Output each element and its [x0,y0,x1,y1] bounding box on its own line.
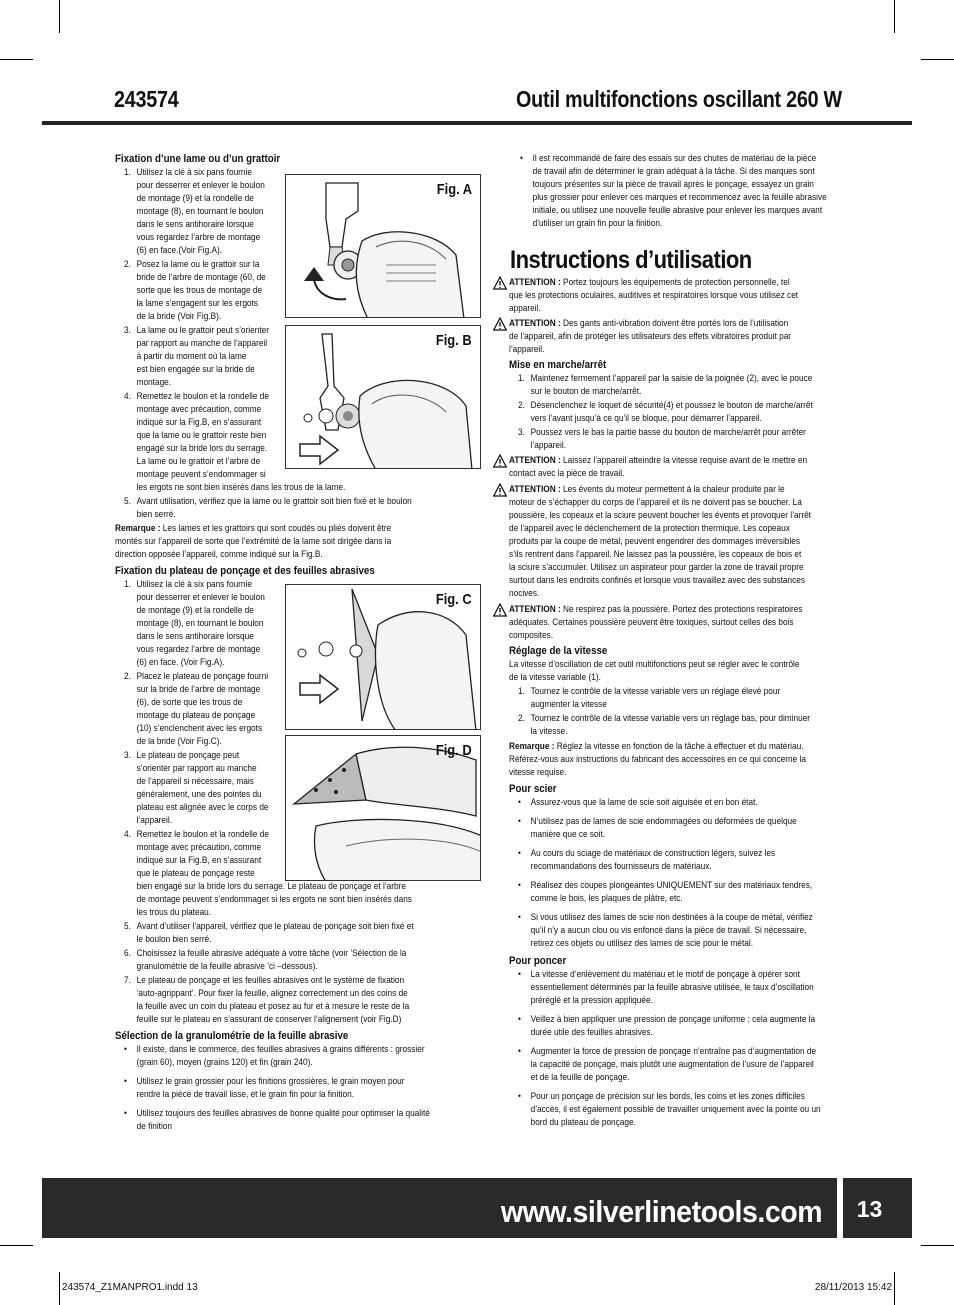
text-line: feuille sur le plateau en s’assurant de conserver l’alignement (voir Fig.D) [136,1014,402,1024]
text-line: direction opposée l’appareil, comme indiqué sur la Fig.B. [115,549,323,559]
paragraph [509,658,842,684]
text-line: d’utiliser un grain fin pour la finition. [532,218,663,228]
warning-triangle-icon [493,483,507,497]
text-line: les trous du plateau. [136,907,212,917]
warning-paragraph [491,483,842,600]
text-line: d’accès, il est également possible de travailler uniquement avec la pointe ou un [530,1104,821,1114]
text-line: Il existe, dans le commerce, des feuilles abrasives à grains différents : grossier [136,1044,425,1054]
text-line: Choisissez la feuille abrasive adéquate à votre tâche (voir ‘Sélection de la [136,948,407,958]
item-text [531,686,781,709]
text-line: sur la bride de l’arbre de montage [136,684,261,694]
text-line: vitesse requise. [509,767,567,777]
item-number: 4. [124,391,131,401]
section-heading: Pour poncer [509,955,567,967]
text-line: rendre la pièce de travail lisse, et le grain fin pour la finition. [136,1089,355,1099]
text-line: la capacité de ponçage, mais plutôt une augmentation de l’usure de l’appareil [530,1059,814,1069]
text-line: la vitesse. [530,726,568,736]
text-line: Réalisez des coupes plongeantes UNIQUEMENT sur des matériaux tendres, [530,880,813,890]
remark-label: Remarque : [115,523,161,533]
item-text [531,797,758,807]
figure-a [285,174,481,318]
list-item [509,815,842,841]
list-item [509,685,842,711]
item-number: 3. [124,325,131,335]
list-item [511,152,844,230]
item-text [531,427,806,450]
text-line: Assurez-vous que la lame de scie soit aiguisée et en bon état. [530,797,758,807]
text-line: que les protections oculaires, auditives et respiratoires lorsque vous utilisez cet [509,290,799,300]
footer-url[interactable]: www.silverlinetools.com [500,1194,822,1229]
text-line: sur le bouton de marche/arrêt. [530,386,642,396]
list-item [115,1043,448,1069]
text-line: montage. [136,377,172,387]
text-line: que la lame ou le grattoir reste bien [136,430,267,440]
text-line: Il est recommandé de faire des essais sur des chutes de matériau de la pièce [532,153,817,163]
text-line: Veillez à bien appliquer une pression de ponçage uniforme ; cela augmente la [530,1014,816,1024]
text-line: composites. [509,630,554,640]
item-number: 1. [124,579,131,589]
text-line: bord du plateau de ponçage. [530,1117,636,1127]
right-column [511,152,844,236]
text-line: durée utile des feuilles abrasives. [530,1027,653,1037]
crop-mark [894,0,895,33]
text-line: l’appareil. [136,815,172,825]
item-text [137,167,265,255]
text-line: indiqué sur la Fig.B, en s’assurant [136,855,262,865]
text-line: Les évents du moteur permettent à la chaleur produite par le [560,484,785,494]
text-line: surtout dans les endroits confinés et lorsque vous travaillez avec des substances [509,575,806,585]
text-line: Poussez vers le bas la partie basse du bouton de marche/arrêt pour arrêter [530,427,806,437]
text-line: la sciure s’accumuler. Utilisez un aspirateur pour garder la zone de travail propre [509,562,804,572]
text-line: Maintenez fermement l’appareil par la saisie de la poignée (2), avec le pouce [530,373,813,383]
text-line: pour desserrer et enlever le boulon [136,180,265,190]
text-line: préréglé et la pression appliquée. [530,995,653,1005]
section-heading: Pour scier [509,783,557,795]
warning-triangle-icon [493,317,507,331]
bullet-icon: • [518,1091,521,1101]
text-line: La lame ou le grattoir peut s’orienter [136,325,269,335]
text-line: Avant d’utiliser l’appareil, vérifiez que le plateau de ponçage soit bien fixé et [136,921,414,931]
text-line: sorte que les trous de montage de [136,285,263,295]
text-line: engagé sur la bride lors du serrage. [136,443,268,453]
figure-b [285,325,481,469]
item-text [137,975,410,1024]
text-line: Réglez la vitesse en fonction de la tâche à effectuer et du matériau. [554,741,804,751]
bullet-icon: • [518,912,521,922]
list-item [115,974,448,1026]
section-main-heading: Instructions d’utilisation [510,246,752,274]
list-item [509,1013,842,1039]
list-item [509,847,842,873]
text-line: retirez ces objets ou utilisez des lames de scie pour le métal. [530,938,754,948]
section-heading: Sélection de la granulométrie de la feuille abrasive [115,1030,349,1042]
text-line: plus grossier pour enlever ces marques et recommencez avec la feuille abrasive [532,192,827,202]
bullet-icon: • [518,1046,521,1056]
bullet-list [509,796,842,950]
text-line: de travail afin de déterminer le grain adéquat à la tâche. Si des marques sont [532,166,815,176]
item-text [137,259,266,321]
text-line: pour desserrer et enlever le boulon [136,592,265,602]
list-item [509,911,842,950]
text-line: (6), de sorte que les trous de [136,697,243,707]
figure-label: Fig. A [436,181,472,198]
list-item [509,426,842,452]
remark-label: Remarque : [509,741,555,751]
text-line: granulométrie de la feuille abrasive ’ci –dessous). [136,961,318,971]
warning-label: ATTENTION : [509,484,561,494]
list-item [115,1075,448,1101]
text-line: montage avec précaution, comme [136,842,262,852]
figure-c [285,584,481,730]
item-text [137,948,407,971]
warning-triangle-icon [493,603,507,617]
text-line: plateau est alignée avec le corps de [136,802,269,812]
bullet-icon: • [124,1076,127,1086]
crop-mark [921,1245,954,1246]
figure-label: Fig. B [436,332,472,349]
text-line: de la bride (Voir Fig.B). [136,311,222,321]
text-line: La lame ou le grattoir et l’arbre de [136,456,261,466]
section-heading: Fixation d’une lame ou d’un grattoir [115,153,281,165]
item-text [533,153,827,228]
text-line: de la vitesse variable (1). [509,672,601,682]
product-number: 243574 [114,86,179,112]
figure-label: Fig. D [436,742,472,759]
text-line: le boulon bien serré. [136,934,212,944]
list-item [115,1107,448,1133]
text-line: Placez le plateau de ponçage fourni [136,671,269,681]
text-line: par rapport au manche de l’appareil [136,338,268,348]
item-number: 2. [518,400,525,410]
item-text [137,325,269,387]
bullet-icon: • [518,969,521,979]
text-line: Le plateau de ponçage peut [136,750,240,760]
text-line: Posez la lame ou le grattoir sur la [136,259,260,269]
item-text [137,579,265,667]
bullet-list [509,968,842,1129]
text-line: Les lames et les grattoirs qui sont coudés ou pliés doivent être [160,523,392,533]
text-line: augmenter la vitesse [530,699,607,709]
warning-triangle-icon [493,276,507,290]
item-text [531,816,797,839]
text-line: qu’il n’y a aucun clou ou vis enfoncé dans la pièce de travail. Si nécessaire, [530,925,807,935]
text-line: vous regardez l’arbre de montage [136,232,261,242]
text-line: Tournez le contrôle de la vitesse variable vers un réglage élevé pour [530,686,781,696]
text-line: Au cours du sciage de matériaux de construction légers, suivez les [530,848,776,858]
warning-text [509,484,811,598]
text-line: Remettez le boulon et la rondelle de [136,391,269,401]
text-line: poussière, les copeaux et la sciure peuvent boucher les évents et provoquer l’arrêt [509,510,811,520]
text-line: initiale, ou utilisez une nouvelle feuille abrasive pour enlever les marques avant [532,205,823,215]
item-text [137,496,412,519]
text-line: montage du plateau de ponçage [136,710,256,720]
item-text [137,1108,430,1131]
slug-filename: 243574_Z1MANPRO1.indd 13 [62,1282,198,1293]
section-heading: Mise en marche/arrêt [509,359,607,371]
text-line: de l’appareil si nécessaire, mais [136,776,254,786]
list-item [509,1090,842,1129]
remark-paragraph [115,522,448,561]
item-text [531,880,813,903]
right-column-body [491,276,842,1135]
list-item [509,372,842,398]
list-item [115,947,448,973]
text-line: indiqué sur la Fig.B, en s’assurant [136,417,262,427]
text-line: moteur de s’échapper du corps de l’appareil et ils ne doivent pas se boucher. La [509,497,802,507]
list-item [509,968,842,1007]
item-text [137,671,268,746]
slug-date: 28/11/2013 15:42 [814,1282,892,1293]
text-line: vers l’avant jusqu’à ce qu’il se bloque, pour démarrer l’appareil. [530,413,762,423]
text-line: Avant utilisation, vérifiez que la lame ou le grattoir soit bien fixé et le boulon [136,496,412,506]
text-line: l’appareil. [530,440,566,450]
text-line: vous regardez l’arbre de montage [136,644,261,654]
item-text [531,1046,816,1082]
item-text [531,373,813,396]
bullet-icon: • [520,153,523,163]
bullet-list [115,1043,448,1133]
text-line: contact avec la pièce de travail. [509,468,625,478]
text-line: dans le sens antihoraire lorsque [136,219,254,229]
text-line: Référez-vous aux instructions du fabricant des accessoires en ce qui concerne la [509,754,806,764]
text-line: l’appareil. [509,344,545,354]
text-line: (6) en face.(Voir Fig.A). [136,245,223,255]
item-number: 2. [124,259,131,269]
text-line: Ne respirez pas la poussière. Portez des protections respiratoires [560,604,803,614]
text-line: Le plateau de ponçage et les feuilles abrasives ont le système de fixation [136,975,405,985]
text-line: recommandations des fournisseurs de matériaux. [530,861,712,871]
bullet-icon: • [518,797,521,807]
item-text [531,912,813,948]
text-line: Portez toujours les équipements de protection personnelle, tel [560,277,790,287]
text-line: dans le sens antihoraire lorsque [136,631,254,641]
warning-paragraph [491,317,842,356]
list-item [509,399,842,425]
item-text [531,848,776,871]
remark-paragraph [509,740,842,779]
text-line: montage peuvent s’endommager si [136,469,266,479]
text-line: toujours présentes sur la pièce de travail après le ponçage, essayez un grain [532,179,814,189]
text-line: (10) s’enclenchent avec les ergots [136,723,263,733]
item-number: 5. [124,496,131,506]
list-item [509,1045,842,1084]
text-line: ‘auto-agrippant’. Pour fixer la feuille, alignez correctement un des coins de [136,988,408,998]
figure-label: Fig. C [436,591,472,608]
text-line: et de la feuille de ponçage. [530,1072,630,1082]
warning-label: ATTENTION : [509,277,561,287]
text-line: la feuille avec un coin du plateau et posez au fur et à mesure le reste de la [136,1001,410,1011]
crop-mark [59,1272,60,1305]
text-line: montage avec précaution, comme [136,404,262,414]
text-line: Désenclenchez le loquet de sécurité(4) et poussez le bouton de marche/arrêt [530,400,813,410]
text-line: généralement, une des pointes du [136,789,262,799]
section-heading: Fixation du plateau de ponçage et des feuilles abrasives [115,565,375,577]
crop-mark [921,59,954,60]
text-line: Utilisez la clé à six pans fournie [136,579,252,589]
list-item [509,879,842,905]
page-number: 13 [856,1196,883,1222]
text-line: de l’appareil avec le déclenchement de la protection thermique. Les copeaux [509,523,790,533]
crop-mark [894,1272,895,1305]
warning-paragraph [491,276,842,315]
warning-paragraph [491,603,842,642]
crop-mark [0,1245,33,1246]
item-number: 3. [124,750,131,760]
page-title: Outil multifonctions oscillant 260 W [516,86,842,112]
text-line: (grain 60), moyen (grains 120) et fin (grain 240). [136,1057,313,1067]
item-number: 7. [124,975,131,985]
warning-label: ATTENTION : [509,604,561,614]
text-line: de montage (9) et la rondelle de [136,605,254,615]
section-heading: Réglage de la vitesse [509,645,608,657]
item-text [137,1044,425,1067]
text-line: Utilisez toujours des feuilles abrasives de bonne qualité pour optimiser la qualité [136,1108,430,1118]
item-number: 1. [518,686,525,696]
figure-d [285,735,481,881]
text-line: de la bride (Voir Fig.C). [136,736,222,746]
text-line: les ergots ne sont bien insérés dans les trous de la lame. [136,482,346,492]
item-number: 1. [124,167,131,177]
text-line: de montage (9) et la rondelle de [136,193,254,203]
list-item [509,796,842,809]
warning-triangle-icon [493,454,507,468]
item-text [531,400,813,423]
item-text [137,1076,405,1099]
warning-label: ATTENTION : [509,455,561,465]
item-text [531,969,814,1005]
list-item [115,920,448,946]
item-number: 3. [518,427,525,437]
item-number: 6. [124,948,131,958]
crop-mark [59,0,60,33]
text-line: s’orienter par rapport au manche [136,763,257,773]
crop-mark [0,59,33,60]
list-item [115,495,448,521]
bullet-icon: • [518,880,521,890]
text-line: bride de l’arbre de montage (60, de [136,272,266,282]
warning-label: ATTENTION : [509,318,561,328]
text-line: bien serré. [136,509,176,519]
text-line: Augmenter la force de pression de ponçage n’entraîne pas d’augmentation de [530,1046,817,1056]
text-line: La vitesse d’enlèvement du matériau et le motif de ponçage à opérer sont [530,969,800,979]
text-line: montage (8), en tournant le boulon [136,618,264,628]
text-line: montés sur l’appareil de sorte que l’extrémité de la lame soit dirigée dans la [115,536,392,546]
remark-text [509,741,806,777]
text-line: bien engagé sur la bride lors du serrage. Le plateau de ponçage et l’arbre [136,881,406,891]
item-text [531,1091,821,1127]
text-line: Pour un ponçage de précision sur les bords, les coins et les zones difficiles [530,1091,805,1101]
bullet-icon: • [518,848,521,858]
text-line: nocives. [509,588,540,598]
text-line: à partir du moment où la lame [136,351,247,361]
item-number: 2. [518,713,525,723]
item-number: 1. [518,373,525,383]
item-number: 4. [124,829,131,839]
numbered-list [509,685,842,738]
bullet-icon: • [124,1044,127,1054]
text-line: comme le bois, les plaques de plâtre, etc. [530,893,683,903]
text-line: appareil. [509,303,541,313]
text-line: de montage peuvent s’endommager si les ergots ne sont bien insérés dans [136,894,412,904]
text-line: Si vous utilisez des lames de scie non destinées à la coupe de métal, vérifiez [530,912,813,922]
text-line: Des gants anti-vibration doivent être portés lors de l’utilisation [560,318,789,328]
text-line: est bien engagée sur la bride de [136,364,255,374]
text-line: de l’appareil, afin de protéger les utilisateurs des effets vibratoires produit par [509,331,792,341]
bullet-list [511,152,844,230]
text-line: Remettez le boulon et la rondelle de [136,829,269,839]
bullet-icon: • [124,1108,127,1118]
text-line: produits par la coupe de métal, peuvent engendrer des dommages irréversibles [509,536,800,546]
text-line: essentiellement déterminés par la feuille abrasive utilisée, le taux d’oscillation [530,982,814,992]
text-line: s’ils rentrent dans l’appareil. Ne laissez pas la poussière, les copeaux de bois et [509,549,802,559]
text-line: (6) en face. (Voir Fig.A). [136,657,225,667]
item-number: 2. [124,671,131,681]
text-line: Laissez l’appareil atteindre la vitesse requise avant de le mettre en [560,455,808,465]
text-line: que le plateau de ponçage reste [136,868,255,878]
list-item [509,712,842,738]
text-line: Utilisez le grain grossier pour les finitions grossières, le grain moyen pour [136,1076,405,1086]
text-line: La vitesse d’oscillation de cet outil multifonctions peut se régler avec le contrôle [509,659,800,669]
text-line: adéquates. Certaines poussière peuvent être toxiques, surtout celles des bois [509,617,794,627]
item-text [531,1014,816,1037]
bullet-icon: • [518,1014,521,1024]
item-number: 5. [124,921,131,931]
text-line: manière que ce soit. [530,829,606,839]
item-text [137,750,269,825]
text-line: Utilisez la clé à six pans fournie [136,167,252,177]
item-text [531,713,810,736]
header-rule [42,121,912,125]
text-line: montage (8), en tournant le boulon [136,206,264,216]
warning-paragraph [491,454,842,480]
text-line: la lame s’engagent sur les ergots [136,298,258,308]
bullet-icon: • [518,816,521,826]
text-line: Tournez le contrôle de la vitesse variable vers un réglage bas, pour diminuer [530,713,811,723]
text-line: de finition [136,1121,173,1131]
numbered-list [509,372,842,452]
text-line: N’utilisez pas de lames de scie endommagées ou déformées de quelque [530,816,797,826]
item-text [137,921,414,944]
